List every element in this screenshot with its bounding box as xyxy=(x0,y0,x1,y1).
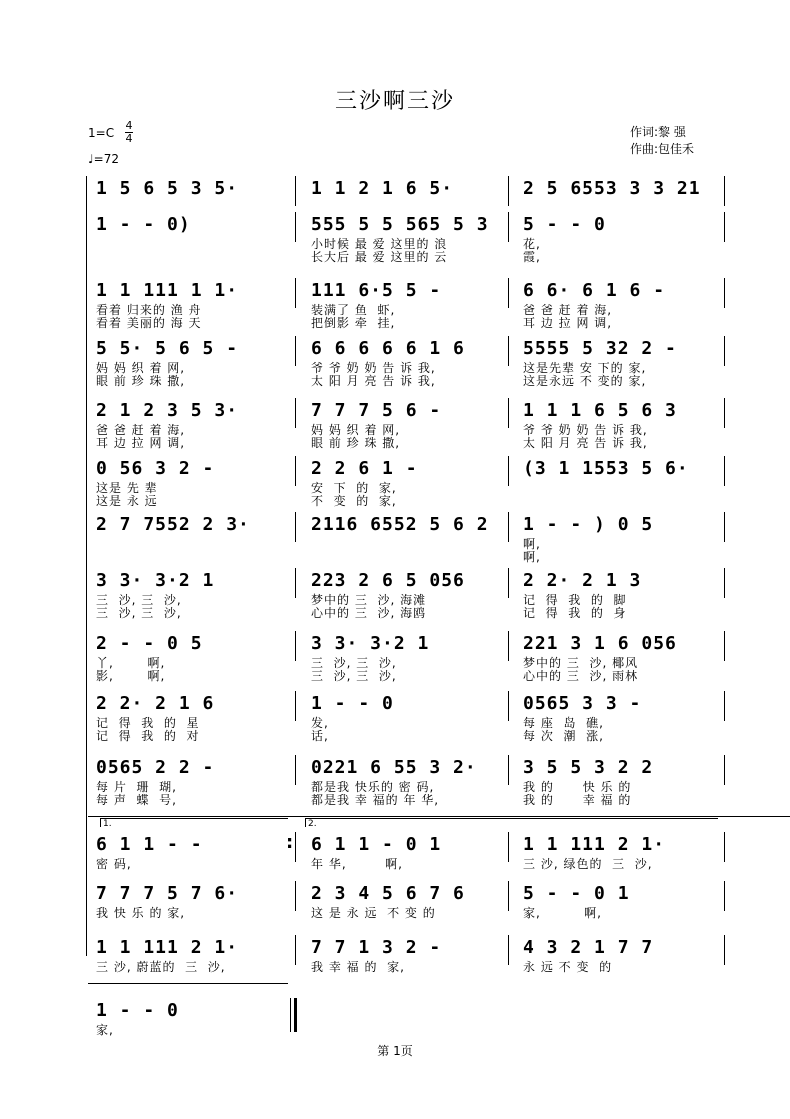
barline xyxy=(295,832,296,862)
measure-notes: 7 7 1 3 2 - xyxy=(311,937,442,958)
lyric-line: 爸 爸 赶 着 海, 耳 边 拉 网 调, xyxy=(96,423,186,450)
lyric-line: 都是我 快乐的 密 码, 都是我 幸 福的 年 华, xyxy=(311,780,440,807)
measure-notes: 7 7 7 5 7 6· xyxy=(96,883,239,904)
lyric-line: 丫, 啊, 影, 啊, xyxy=(96,656,166,683)
lyric-line: 装满了 鱼 虾, 把倒影 牵 挂, xyxy=(311,303,396,330)
lyric-line: 小时候 最 爱 这里的 浪 长大后 最 爱 这里的 云 xyxy=(311,237,448,264)
lyric-line: 年 华, 啊, xyxy=(311,857,403,871)
lyric-line: 永 远 不 变 的 xyxy=(523,960,613,974)
key-label: 1=C xyxy=(88,126,115,140)
measure-notes: 2116 6552 5 6 2 xyxy=(311,514,489,535)
barline xyxy=(508,631,509,661)
barline xyxy=(295,631,296,661)
final-barline-thin xyxy=(290,998,291,1032)
barline xyxy=(724,176,725,206)
barline xyxy=(724,278,725,308)
lyric-line: 爷 爷 奶 奶 告 诉 我, 太 阳 月 亮 告 诉 我, xyxy=(523,423,648,450)
measure-notes: 1 1 1 6 5 6 3 xyxy=(523,400,677,421)
barline xyxy=(295,398,296,428)
measure-notes: 111 6·5 5 - xyxy=(311,280,442,301)
barline xyxy=(295,881,296,911)
measure-notes: 1 5 6 5 3 5· xyxy=(96,178,239,199)
lyric-line: 三 沙, 蔚蓝的 三 沙, xyxy=(96,960,226,974)
system-left-line xyxy=(86,176,87,956)
measure-notes: 2 - - 0 5 xyxy=(96,633,203,654)
key-signature xyxy=(88,126,114,140)
measure-notes: 2 5 6553 3 3 21 xyxy=(523,178,701,199)
barline xyxy=(724,755,725,785)
barline xyxy=(724,691,725,721)
lyric-line: 梦中的 三 沙, 椰风 心中的 三 沙, 雨林 xyxy=(523,656,639,683)
lyric-line: 密 码, xyxy=(96,857,132,871)
lyric-line: 妈 妈 织 着 网, 眼 前 珍 珠 撒, xyxy=(96,361,186,388)
barline xyxy=(724,631,725,661)
lyric-line: 每 片 珊 瑚, 每 声 蝶 号, xyxy=(96,780,177,807)
lyric-line: 我 幸 福 的 家, xyxy=(311,960,405,974)
final-barline-thick xyxy=(294,998,297,1032)
measure-notes: 2 2· 2 1 3 xyxy=(523,570,642,591)
staff-separator xyxy=(88,816,790,817)
measure-notes: 6 6 6 6 6 1 6 xyxy=(311,338,465,359)
barline xyxy=(508,176,509,206)
measure-notes: 3 3· 3·2 1 xyxy=(96,570,215,591)
measure-notes: 2 2 6 1 - xyxy=(311,458,418,479)
lyric-line: 记 得 我 的 脚 记 得 我 的 身 xyxy=(523,593,627,620)
barline xyxy=(508,336,509,366)
barline xyxy=(508,456,509,486)
lyric-line: 爷 爷 奶 奶 告 诉 我, 太 阳 月 亮 告 诉 我, xyxy=(311,361,436,388)
barline xyxy=(295,456,296,486)
measure-notes: 6 1 1 - - xyxy=(96,834,203,855)
page-number: 第 1页 xyxy=(377,1044,413,1058)
song-title: 三沙啊三沙 xyxy=(334,89,455,114)
measure-notes: 5 - - 0 1 xyxy=(523,883,630,904)
credits xyxy=(630,124,694,158)
measure-notes: 0 56 3 2 - xyxy=(96,458,215,479)
volta-bracket-1: 1. xyxy=(100,818,288,827)
barline xyxy=(295,336,296,366)
lyricist: 作词:黎 强 xyxy=(630,125,686,139)
lyric-line: 梦中的 三 沙, 海滩 心中的 三 沙, 海鸥 xyxy=(311,593,427,620)
barline xyxy=(724,456,725,486)
measure-notes: 2 3 4 5 6 7 6 xyxy=(311,883,465,904)
measure-notes: 1 - - 0) xyxy=(96,214,191,235)
measure-notes: 1 - - 0 xyxy=(96,1000,179,1021)
repeat-sign: : xyxy=(286,832,294,853)
lyric-line: 妈 妈 织 着 网, 眼 前 珍 珠 撒, xyxy=(311,423,401,450)
measure-notes: (3 1 1553 5 6· xyxy=(523,458,689,479)
measure-notes: 555 5 5 565 5 3 xyxy=(311,214,489,235)
barline xyxy=(295,568,296,598)
time-signature xyxy=(125,120,133,145)
barline xyxy=(508,278,509,308)
measure-notes: 3 5 5 3 2 2 xyxy=(523,757,654,778)
composer: 作曲:包佳禾 xyxy=(630,142,695,156)
barline xyxy=(508,935,509,965)
measure-notes: 1 1 111 2 1· xyxy=(96,937,239,958)
measure-notes: 4 3 2 1 7 7 xyxy=(523,937,654,958)
measure-notes: 7 7 7 5 6 - xyxy=(311,400,442,421)
barline xyxy=(295,212,296,242)
measure-notes: 1 1 111 1 1· xyxy=(96,280,239,301)
measure-notes: 5555 5 32 2 - xyxy=(523,338,677,359)
lyric-line: 家, xyxy=(96,1023,114,1037)
lyric-line: 三 沙, 三 沙, 三 沙, 三 沙, xyxy=(311,656,397,683)
barline xyxy=(508,512,509,542)
barline xyxy=(508,881,509,911)
measure-notes: 1 - - 0 xyxy=(311,693,394,714)
measure-notes: 5 5· 5 6 5 - xyxy=(96,338,239,359)
barline xyxy=(295,691,296,721)
barline xyxy=(295,278,296,308)
measure-notes: 2 7 7552 2 3· xyxy=(96,514,250,535)
barline xyxy=(508,212,509,242)
measure-notes: 221 3 1 6 056 xyxy=(523,633,677,654)
measure-notes: 0221 6 55 3 2· xyxy=(311,757,477,778)
measure-notes: 1 - - ) 0 5 xyxy=(523,514,654,535)
lyric-line: 啊, 啊, xyxy=(523,537,541,564)
barline xyxy=(724,935,725,965)
volta-bracket-2: 2. xyxy=(305,818,718,827)
tempo-value: =72 xyxy=(93,152,119,166)
lyric-line: 安 下 的 家, 不 变 的 家, xyxy=(311,481,397,508)
lyric-line: 每 座 岛 礁, 每 次 潮 涨, xyxy=(523,716,604,743)
barline xyxy=(508,398,509,428)
measure-notes: 1 1 2 1 6 5· xyxy=(311,178,454,199)
measure-notes: 0565 2 2 - xyxy=(96,757,215,778)
staff-separator xyxy=(88,983,288,984)
barline xyxy=(295,176,296,206)
lyric-line: 这 是 永 远 不 变 的 xyxy=(311,906,436,920)
lyric-line: 三 沙, 绿色的 三 沙, xyxy=(523,857,653,871)
measure-notes: 5 - - 0 xyxy=(523,214,606,235)
lyric-line: 爸 爸 赶 着 海, 耳 边 拉 网 调, xyxy=(523,303,613,330)
barline xyxy=(295,935,296,965)
lyric-line: 我 快 乐 的 家, xyxy=(96,906,186,920)
lyric-line: 家, 啊, xyxy=(523,906,602,920)
measure-notes: 223 2 6 5 056 xyxy=(311,570,465,591)
lyric-line: 三 沙, 三 沙, 三 沙, 三 沙, xyxy=(96,593,182,620)
barline xyxy=(508,691,509,721)
barline xyxy=(724,336,725,366)
measure-notes: 6 6· 6 1 6 - xyxy=(523,280,666,301)
lyric-line: 这是先辈 安 下的 家, 这是永远 不 变的 家, xyxy=(523,361,647,388)
lyric-line: 我 的 快 乐 的 我 的 幸 福 的 xyxy=(523,780,632,807)
measure-notes: 0565 3 3 - xyxy=(523,693,642,714)
lyric-line: 记 得 我 的 星 记 得 我 的 对 xyxy=(96,716,200,743)
barline xyxy=(724,512,725,542)
lyric-line: 花, 霞, xyxy=(523,237,541,264)
barline xyxy=(724,881,725,911)
measure-notes: 6 1 1 - 0 1 xyxy=(311,834,442,855)
time-bottom: 4 xyxy=(125,132,133,145)
barline xyxy=(724,832,725,862)
lyric-line: 发, 话, xyxy=(311,716,329,743)
lyric-line: 看着 归来的 渔 舟 看着 美丽的 海 天 xyxy=(96,303,202,330)
barline xyxy=(508,755,509,785)
measure-notes: 3 3· 3·2 1 xyxy=(311,633,430,654)
barline xyxy=(295,755,296,785)
quarter-note-icon: ♩ xyxy=(88,152,94,166)
barline xyxy=(724,212,725,242)
tempo-mark xyxy=(88,152,119,166)
measure-notes: 2 1 2 3 5 3· xyxy=(96,400,239,421)
barline xyxy=(295,512,296,542)
measure-notes: 1 1 111 2 1· xyxy=(523,834,666,855)
barline xyxy=(508,832,509,862)
time-top: 4 xyxy=(125,119,133,132)
lyric-line: 这是 先 辈 这是 永 远 xyxy=(96,481,158,508)
barline xyxy=(724,398,725,428)
measure-notes: 2 2· 2 1 6 xyxy=(96,693,215,714)
barline xyxy=(508,568,509,598)
barline xyxy=(724,568,725,598)
